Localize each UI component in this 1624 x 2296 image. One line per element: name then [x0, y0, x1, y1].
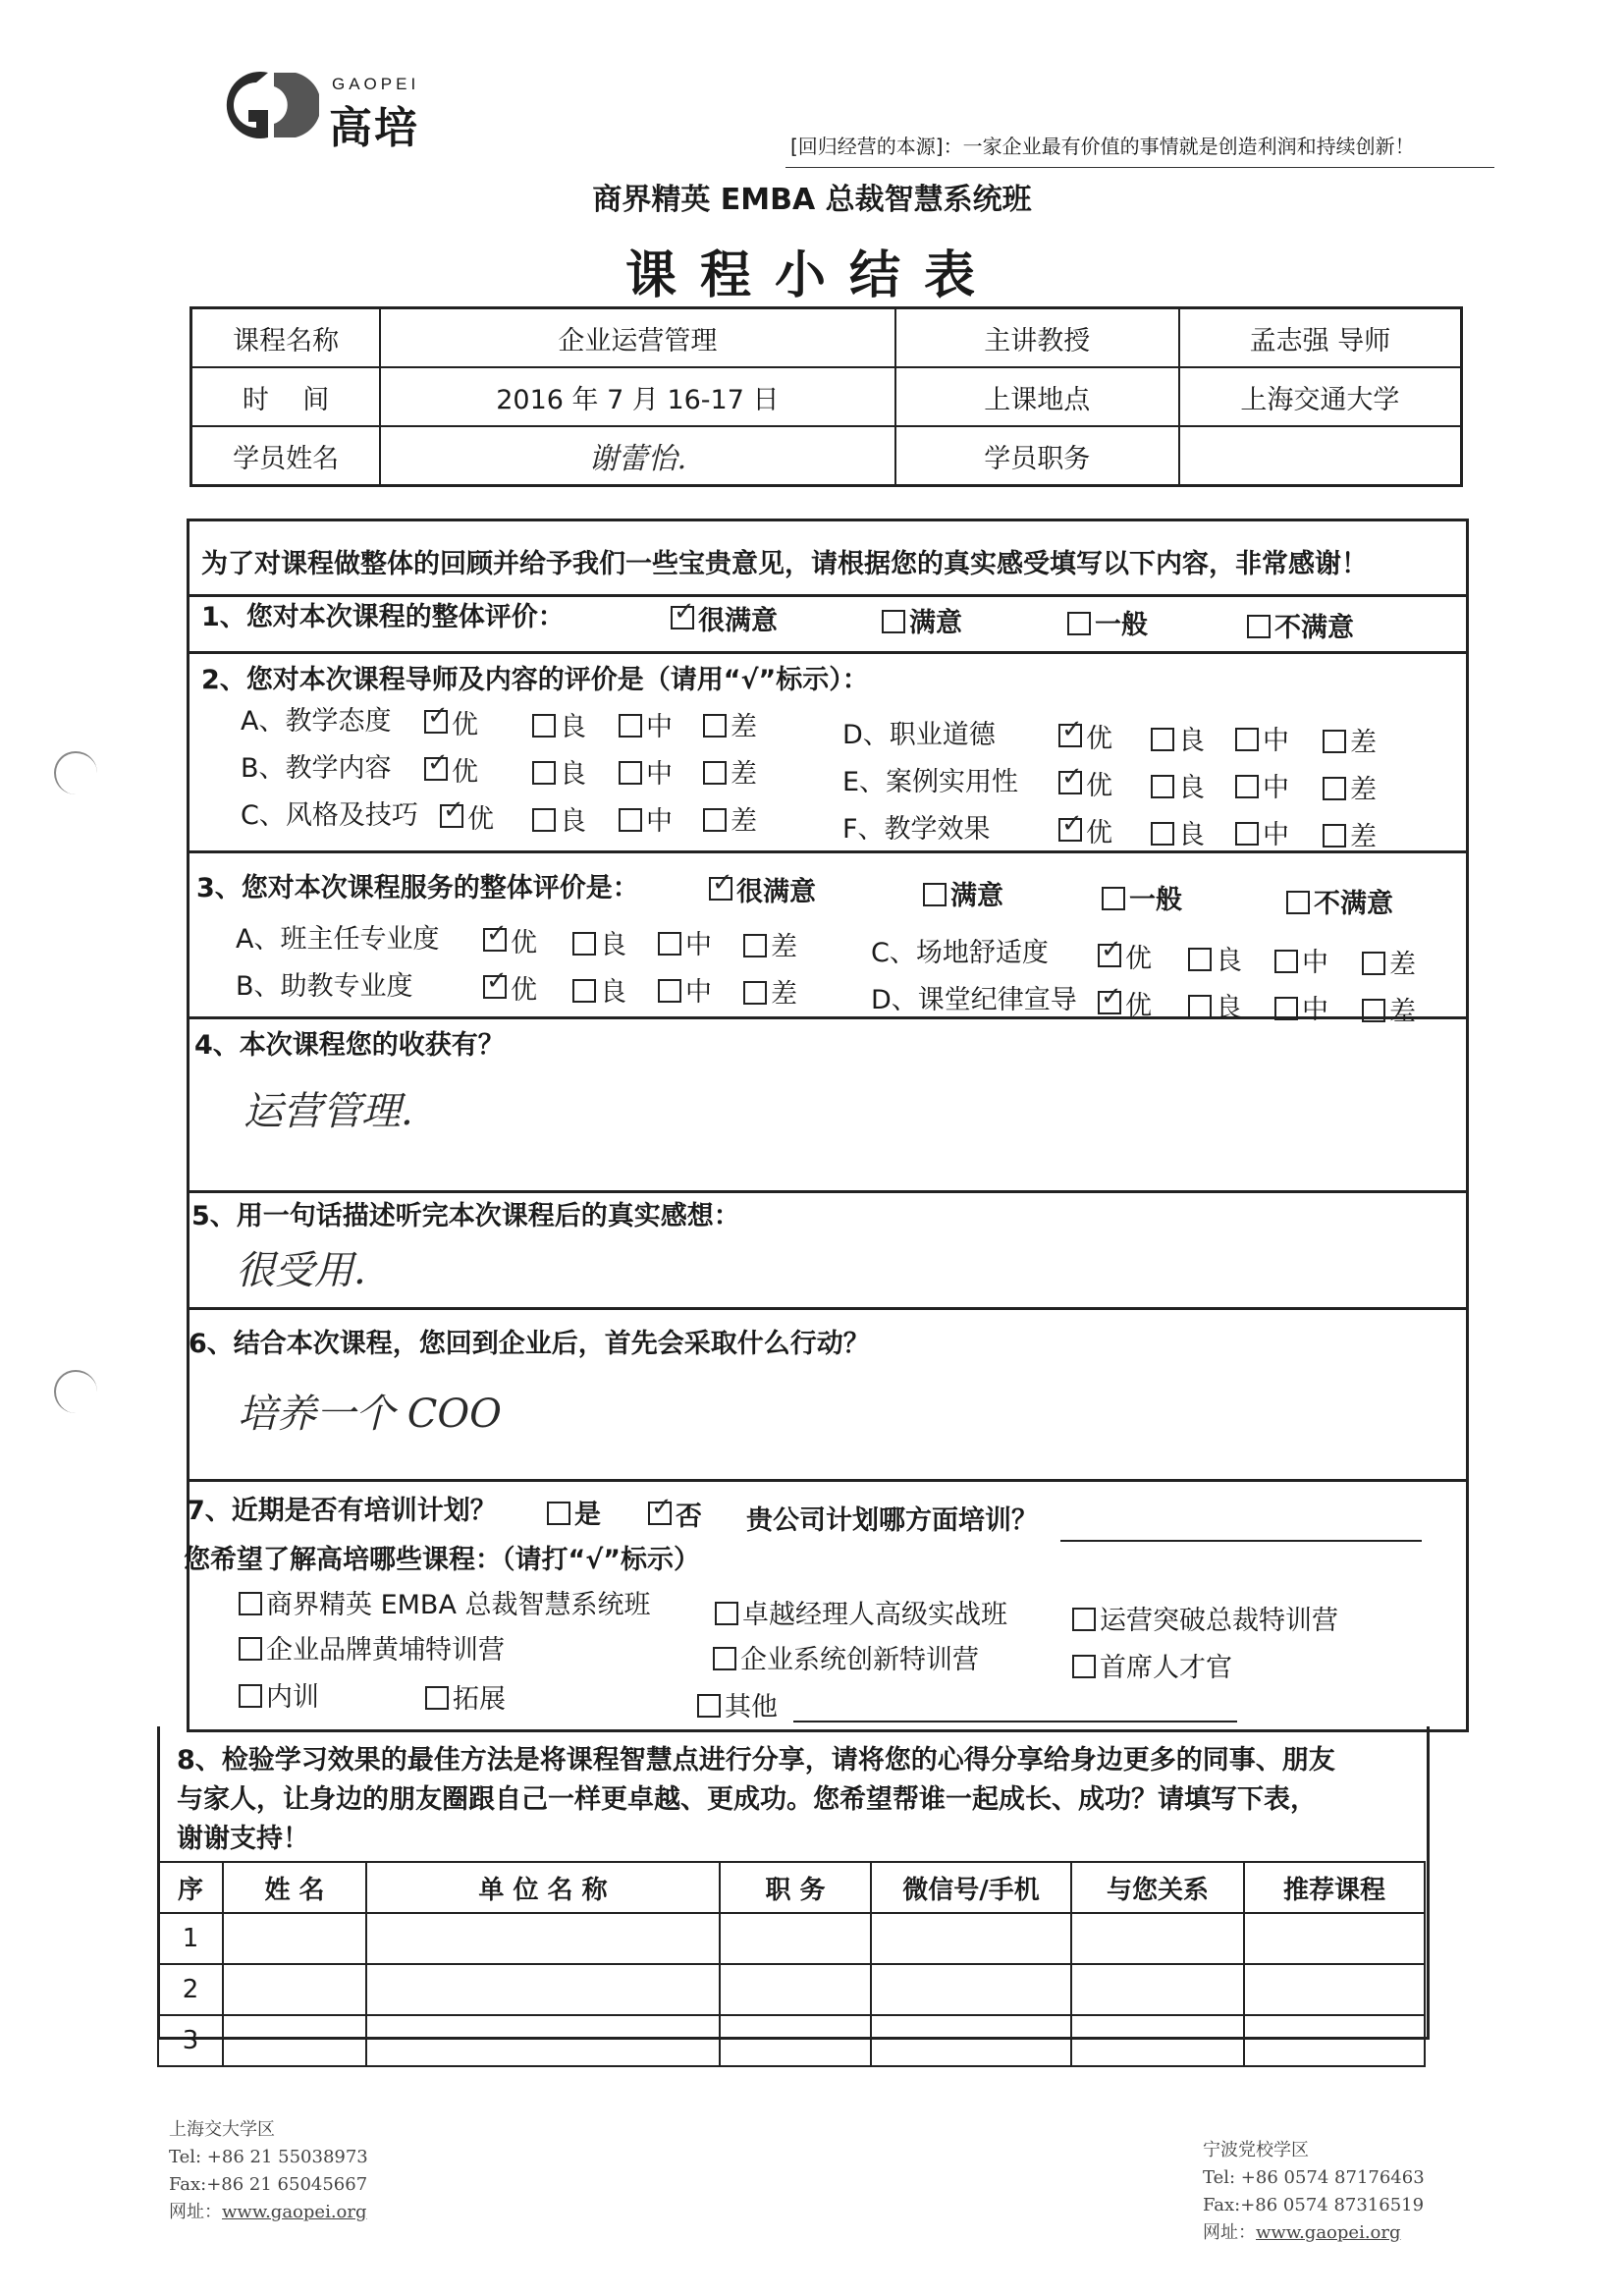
student-name-label: 学员姓名: [191, 426, 381, 486]
grade-fair[interactable]: [619, 705, 673, 743]
row-number: 3: [158, 2015, 223, 2066]
other-input-line[interactable]: [793, 1721, 1237, 1722]
grade-label: 良: [1178, 726, 1205, 756]
grade-fair[interactable]: [619, 752, 673, 791]
q3-item-label: B、助教专业度: [236, 971, 413, 1002]
checkbox-icon[interactable]: [1072, 1655, 1096, 1678]
grade-fair[interactable]: [619, 799, 673, 838]
grade-label: 差: [1389, 997, 1416, 1027]
option-label: 满意: [950, 881, 1003, 911]
checkbox-icon[interactable]: [619, 808, 642, 832]
q3-item-label: D、课堂纪律宣导: [871, 985, 1077, 1015]
web-label: 网址：: [169, 2202, 222, 2222]
grade-label: 差: [1350, 728, 1377, 758]
row-number: 1: [158, 1913, 223, 1964]
checkbox-icon[interactable]: [703, 714, 727, 738]
professor-field[interactable]: 孟志强 导师: [1179, 308, 1462, 368]
table-cell[interactable]: [1244, 1913, 1425, 1964]
grade-label: 优: [1086, 818, 1112, 848]
grade-label: 良: [1178, 820, 1205, 850]
grade-fair[interactable]: [1235, 813, 1289, 851]
table-cell[interactable]: [223, 1913, 366, 1964]
checkbox-icon[interactable]: [532, 808, 556, 832]
punch-hole: [54, 1370, 97, 1413]
grade-poor[interactable]: [703, 799, 757, 838]
grade-excellent[interactable]: [424, 703, 478, 741]
column-header: 与您关系: [1071, 1862, 1244, 1913]
q1-option-satisfied[interactable]: [882, 601, 962, 639]
course-option[interactable]: [715, 1593, 1007, 1631]
q1-option-average[interactable]: [1067, 603, 1148, 641]
checkbox-icon[interactable]: [239, 1684, 262, 1708]
q5-answer[interactable]: 很受用.: [236, 1248, 366, 1293]
q7-option-yes[interactable]: [547, 1493, 601, 1531]
checkbox-icon[interactable]: [619, 761, 642, 785]
checkbox-icon[interactable]: [697, 1694, 721, 1718]
grade-good[interactable]: [572, 970, 626, 1009]
campus-name: 上海交大学区: [169, 2119, 275, 2140]
grade-label: 中: [685, 977, 712, 1008]
checkbox-icon[interactable]: [703, 808, 727, 832]
company-plan-input-line[interactable]: [1060, 1540, 1422, 1542]
option-label: 是: [574, 1500, 601, 1530]
time-field[interactable]: 2016 年 7 月 16-17 日: [380, 367, 894, 426]
checkbox-checked-icon[interactable]: [483, 928, 507, 952]
option-label: 很满意: [736, 877, 816, 907]
checkbox-icon[interactable]: [715, 1602, 738, 1625]
checkbox-checked-icon[interactable]: [671, 606, 694, 629]
q7-company-plan-label: 贵公司计划哪方面培训？: [746, 1505, 1038, 1536]
table-cell[interactable]: [1071, 1913, 1244, 1964]
grade-good[interactable]: [1188, 939, 1242, 977]
grade-poor[interactable]: [1323, 768, 1377, 806]
row-number: 2: [158, 1964, 223, 2015]
punch-hole: [54, 751, 97, 794]
checkbox-icon[interactable]: [1188, 948, 1212, 971]
table-cell[interactable]: [720, 1964, 871, 2015]
campus-tel: Tel: +86 0574 87176463: [1203, 2167, 1425, 2188]
checkbox-checked-icon[interactable]: [483, 975, 507, 999]
course-option[interactable]: [697, 1685, 778, 1723]
grade-label: 优: [1086, 771, 1112, 801]
grade-label: 优: [1086, 724, 1112, 754]
table-cell[interactable]: [871, 1964, 1071, 2015]
option-label: 一般: [1129, 885, 1182, 915]
checkbox-checked-icon[interactable]: [1058, 724, 1082, 747]
grade-label: 差: [1350, 822, 1377, 852]
campus-name: 宁波党校学区: [1203, 2140, 1309, 2160]
table-cell[interactable]: [1244, 1964, 1425, 2015]
footer-right: [1203, 2137, 1425, 2247]
option-label: 一般: [1095, 610, 1148, 640]
q7-question: 7、近期是否有培训计划？: [187, 1496, 497, 1526]
grade-excellent[interactable]: [1058, 811, 1112, 849]
grade-label: 差: [771, 979, 797, 1010]
logo-text-cn: 高培: [329, 103, 419, 153]
course-info-table: [189, 306, 1463, 487]
course-label: 商界精英 EMBA 总裁智慧系统班: [266, 1590, 651, 1620]
grade-label: 优: [1125, 991, 1152, 1021]
course-option[interactable]: [1072, 1646, 1232, 1684]
grade-label: 中: [1263, 726, 1289, 756]
q2-question: 2、您对本次课程导师及内容的评价是（请用“√”标示）：: [201, 665, 869, 695]
q3-option-very-satisfied[interactable]: [709, 870, 816, 908]
grade-good[interactable]: [532, 705, 586, 743]
grade-poor[interactable]: [743, 925, 797, 963]
grade-poor[interactable]: [703, 705, 757, 743]
checkbox-icon[interactable]: [1274, 950, 1298, 973]
q1-question: 1、您对本次课程的整体评价：: [201, 602, 565, 632]
column-header: 单 位 名 称: [366, 1862, 720, 1913]
q6-question: 6、结合本次课程，您回到企业后，首先会采取什么行动？: [189, 1329, 870, 1359]
checkbox-icon[interactable]: [1235, 775, 1259, 798]
table-row: [158, 2015, 1425, 2066]
grade-label: 中: [1263, 773, 1289, 803]
checkbox-icon[interactable]: [572, 932, 596, 956]
grade-label: 中: [646, 712, 673, 742]
q1-option-very-satisfied[interactable]: [671, 599, 778, 637]
option-label: 很满意: [698, 606, 778, 636]
grade-poor[interactable]: [743, 972, 797, 1011]
column-header: 推荐课程: [1244, 1862, 1425, 1913]
checkbox-icon[interactable]: [923, 883, 947, 906]
checkbox-checked-icon[interactable]: [648, 1502, 672, 1525]
grade-excellent[interactable]: [440, 797, 494, 836]
checkbox-icon[interactable]: [547, 1502, 570, 1525]
grade-excellent[interactable]: [483, 968, 537, 1007]
course-label: 企业系统创新特训营: [740, 1645, 979, 1675]
grade-good[interactable]: [1151, 813, 1205, 851]
checkbox-icon[interactable]: [1235, 728, 1259, 751]
checkbox-icon[interactable]: [1235, 822, 1259, 846]
web-label: 网址：: [1203, 2222, 1256, 2243]
logo-text-en: GAOPEI: [332, 75, 420, 93]
campus-web: [169, 2199, 368, 2226]
checkbox-icon[interactable]: [1323, 730, 1346, 753]
q3-item-label: C、场地舒适度: [871, 938, 1049, 968]
q2-item-label: B、教学内容: [241, 753, 392, 784]
option-label: 不满意: [1274, 613, 1354, 643]
grade-poor[interactable]: [1362, 943, 1416, 981]
checkbox-icon[interactable]: [1102, 887, 1125, 910]
checkbox-icon[interactable]: [882, 610, 905, 633]
grade-label: 差: [1350, 775, 1377, 805]
position-field[interactable]: [1179, 426, 1462, 486]
table-cell[interactable]: [720, 2015, 871, 2066]
grade-good[interactable]: [1151, 766, 1205, 804]
checkbox-icon[interactable]: [743, 981, 767, 1005]
checkbox-icon[interactable]: [572, 979, 596, 1003]
grade-label: 良: [600, 930, 626, 960]
column-header: 序: [158, 1862, 223, 1913]
grade-label: 优: [452, 757, 478, 788]
table-cell[interactable]: [223, 2015, 366, 2066]
grade-label: 良: [1216, 946, 1242, 976]
grade-good[interactable]: [532, 752, 586, 791]
grade-good[interactable]: [532, 799, 586, 838]
column-header: 微信号/手机: [871, 1862, 1071, 1913]
table-cell[interactable]: [1071, 1964, 1244, 2015]
column-header: 姓 名: [223, 1862, 366, 1913]
grade-label: 中: [1302, 995, 1328, 1025]
checkbox-icon[interactable]: [1247, 615, 1271, 638]
checkbox-icon[interactable]: [713, 1647, 736, 1670]
checkbox-icon[interactable]: [239, 1637, 262, 1661]
footer-left: [169, 2116, 368, 2226]
checkbox-icon[interactable]: [1151, 822, 1174, 846]
gaopei-logo-icon: [211, 67, 319, 143]
course-option[interactable]: [425, 1677, 506, 1716]
course-option[interactable]: [239, 1628, 505, 1667]
checkbox-icon[interactable]: [1072, 1608, 1096, 1631]
grade-excellent[interactable]: [483, 921, 537, 959]
grade-label: 良: [1178, 773, 1205, 803]
checkbox-icon[interactable]: [743, 934, 767, 957]
grade-label: 良: [560, 759, 586, 790]
checkbox-checked-icon[interactable]: [424, 757, 448, 781]
q7-wish-label: 您希望了解高培哪些课程：（请打“√”标示）: [184, 1545, 700, 1575]
campus-tel: Tel: +86 21 55038973: [169, 2147, 368, 2167]
checkbox-icon[interactable]: [425, 1686, 449, 1710]
grade-label: 良: [1216, 993, 1242, 1023]
course-label: 运营突破总裁特训营: [1100, 1606, 1338, 1636]
course-option[interactable]: [239, 1675, 319, 1714]
grade-excellent[interactable]: [424, 750, 478, 789]
grade-label: 差: [1389, 950, 1416, 980]
course-option[interactable]: [1072, 1599, 1338, 1637]
column-header: 职 务: [720, 1862, 871, 1913]
position-label: 学员职务: [895, 426, 1179, 486]
divider: [785, 167, 1494, 168]
grade-label: 差: [731, 712, 757, 742]
grade-poor[interactable]: [1323, 721, 1377, 759]
page-title: 课程小结表: [624, 246, 999, 305]
table-cell[interactable]: [1071, 2015, 1244, 2066]
course-label: 内训: [266, 1682, 319, 1713]
grade-label: 优: [452, 710, 478, 740]
slogan: [回归经营的本源]：一家企业最有价值的事情就是创造利润和持续创新！: [790, 135, 1415, 158]
table-cell[interactable]: [720, 1913, 871, 1964]
checkbox-icon[interactable]: [658, 979, 681, 1003]
table-cell[interactable]: [1244, 2015, 1425, 2066]
grade-excellent[interactable]: [1098, 937, 1152, 975]
checkbox-checked-icon[interactable]: [709, 877, 732, 901]
checkbox-icon[interactable]: [1323, 824, 1346, 847]
professor-label: 主讲教授: [895, 308, 1179, 368]
website-link[interactable]: www.gaopei.org: [222, 2202, 367, 2222]
q2-item-label: A、教学态度: [241, 706, 392, 737]
checkbox-icon[interactable]: [1323, 777, 1346, 800]
intro-text: 为了对课程做整体的回顾并给予我们一些宝贵意见，请根据您的真实感受填写以下内容，非常感谢！: [201, 549, 1368, 579]
checkbox-icon[interactable]: [239, 1592, 262, 1615]
course-label: 其他: [725, 1692, 778, 1722]
grade-label: 中: [646, 759, 673, 790]
table-cell[interactable]: [871, 1913, 1071, 1964]
checkbox-icon[interactable]: [703, 761, 727, 785]
grade-label: 中: [1302, 948, 1328, 978]
grade-label: 优: [1125, 944, 1152, 974]
campus-web: [1203, 2219, 1425, 2247]
grade-label: 良: [560, 806, 586, 837]
course-label: 拓展: [453, 1684, 506, 1715]
q3-option-average[interactable]: [1102, 878, 1182, 916]
grade-fair[interactable]: [658, 923, 712, 961]
grade-good[interactable]: [1151, 719, 1205, 757]
grade-label: 良: [600, 977, 626, 1008]
grade-excellent[interactable]: [1058, 764, 1112, 802]
option-label: 不满意: [1314, 889, 1393, 919]
checkbox-icon[interactable]: [1362, 952, 1385, 975]
grade-label: 差: [771, 932, 797, 962]
time-label: 时 间: [191, 367, 381, 426]
checkbox-checked-icon[interactable]: [1098, 991, 1121, 1014]
checkbox-checked-icon[interactable]: [1058, 818, 1082, 842]
grade-label: 优: [511, 928, 537, 958]
q3-question: 3、您对本次课程服务的整体评价是：: [196, 873, 639, 903]
checkbox-checked-icon[interactable]: [440, 804, 463, 828]
grade-fair[interactable]: [1235, 766, 1289, 804]
student-name-handwriting: 谢蕾怡.: [588, 442, 687, 476]
course-name-field[interactable]: 企业运营管理: [380, 308, 894, 368]
campus-fax: Fax:+86 21 65045667: [169, 2174, 368, 2195]
grade-fair[interactable]: [1235, 719, 1289, 757]
q2-item-label: E、案例实用性: [842, 767, 1019, 797]
checkbox-checked-icon[interactable]: [1098, 944, 1121, 967]
grade-label: 优: [511, 975, 537, 1006]
grade-label: 差: [731, 759, 757, 790]
q3-option-satisfied[interactable]: [923, 874, 1003, 912]
course-label: 首席人才官: [1100, 1653, 1232, 1683]
website-link[interactable]: www.gaopei.org: [1256, 2222, 1401, 2243]
grade-fair[interactable]: [1274, 941, 1328, 979]
q1-option-unsatisfied[interactable]: [1247, 606, 1354, 644]
course-option[interactable]: [713, 1638, 979, 1676]
checkbox-icon[interactable]: [532, 761, 556, 785]
q2-item-label: D、职业道德: [842, 720, 996, 750]
checkbox-checked-icon[interactable]: [424, 710, 448, 734]
q4-question: 4、本次课程您的收获有？: [194, 1030, 505, 1061]
q8-line1: 8、检验学习效果的最佳方法是将课程智慧点进行分享，请将您的心得分享给身边更多的同事、朋友: [177, 1745, 1335, 1776]
grade-excellent[interactable]: [1058, 717, 1112, 755]
student-name-field[interactable]: [380, 426, 894, 486]
q2-item-label: C、风格及技巧: [241, 800, 418, 831]
q6-answer[interactable]: 培养一个 COO: [238, 1392, 502, 1437]
checkbox-icon[interactable]: [1286, 891, 1310, 914]
table-cell[interactable]: [366, 2015, 720, 2066]
grade-label: 差: [731, 806, 757, 837]
grade-label: 良: [560, 712, 586, 742]
campus-fax: Fax:+86 0574 87316519: [1203, 2195, 1425, 2215]
table-cell[interactable]: [223, 1964, 366, 2015]
location-label: 上课地点: [895, 367, 1179, 426]
checkbox-icon[interactable]: [1151, 775, 1174, 798]
q7-option-no[interactable]: [648, 1495, 702, 1533]
q8-line2: 与家人，让身边的朋友圈跟自己一样更卓越、更成功。您希望帮谁一起成长、成功？请填写下表，: [177, 1784, 1317, 1815]
checkbox-icon[interactable]: [658, 932, 681, 956]
grade-label: 中: [685, 930, 712, 960]
grade-label: 中: [1263, 820, 1289, 850]
grade-label: 优: [467, 804, 494, 835]
grade-label: 中: [646, 806, 673, 837]
checkbox-checked-icon[interactable]: [1058, 771, 1082, 794]
q2-item-label: F、教学效果: [842, 814, 991, 845]
table-row: [158, 1964, 1425, 2015]
table-row: [158, 1913, 1425, 1964]
table-header-row: [158, 1862, 1425, 1913]
grade-poor[interactable]: [703, 752, 757, 791]
checkbox-icon[interactable]: [532, 714, 556, 738]
recommend-table: [157, 1861, 1426, 2067]
q4-answer[interactable]: 运营管理.: [244, 1089, 413, 1134]
q3-option-unsatisfied[interactable]: [1286, 882, 1393, 920]
course-name-label: 课程名称: [191, 308, 381, 368]
course-label: 卓越经理人高级实战班: [742, 1600, 1007, 1630]
q5-question: 5、用一句话描述听完本次课程后的真实感想：: [191, 1201, 740, 1231]
grade-good[interactable]: [572, 923, 626, 961]
location-field[interactable]: 上海交通大学: [1179, 367, 1462, 426]
course-option[interactable]: [239, 1583, 651, 1621]
course-label: 企业品牌黄埔特训营: [266, 1635, 505, 1666]
checkbox-icon[interactable]: [1151, 728, 1174, 751]
table-cell[interactable]: [366, 1964, 720, 2015]
checkbox-icon[interactable]: [619, 714, 642, 738]
option-label: 否: [676, 1502, 702, 1532]
grade-fair[interactable]: [658, 970, 712, 1009]
q3-item-label: A、班主任专业度: [236, 924, 440, 955]
table-cell[interactable]: [871, 2015, 1071, 2066]
checkbox-icon[interactable]: [1067, 612, 1091, 635]
q8-line3: 谢谢支持！: [177, 1824, 309, 1854]
option-label: 满意: [909, 608, 962, 638]
class-title: 商界精英 EMBA 总裁智慧系统班: [592, 183, 1032, 217]
table-cell[interactable]: [366, 1913, 720, 1964]
